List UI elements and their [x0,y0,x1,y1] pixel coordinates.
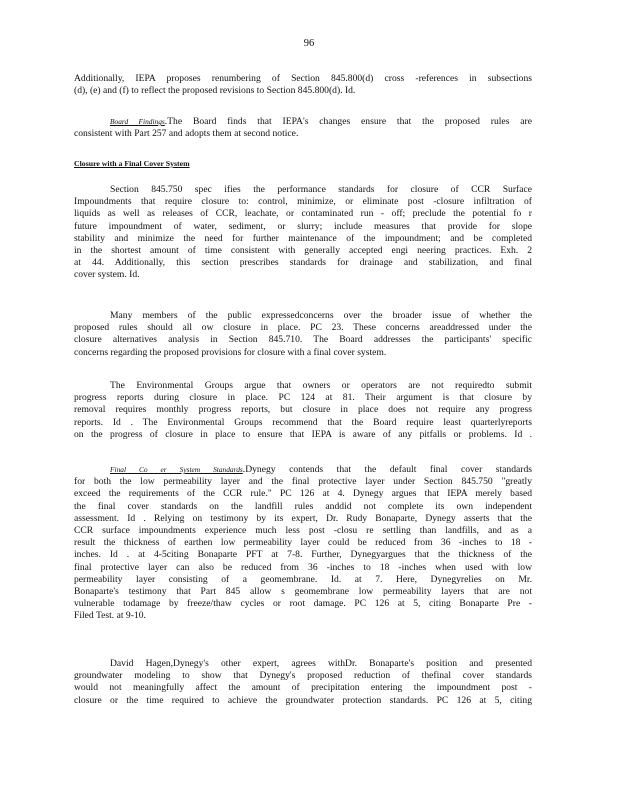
page-number: 96 [303,38,315,49]
paragraph-public-concerns [74,310,532,359]
text-line: CCR surface impoundments experience much less post -closu re settling than landfills, and as a [74,525,532,537]
board-findings-heading: Board Findings [110,117,165,126]
paragraph-environmental-groups [74,380,532,441]
text-line: Bonaparte's testimony that Part 845 allow s geomembrane low permeability layers that are not [74,586,532,598]
final-cover-standards-heading: Final Co er System Standards [110,465,243,474]
text-line: on the progress of closure in place to ensure that IEPA is aware of any pitfalls or problems. Id . [74,428,532,440]
text-line: consistent with Part 257 and adopts them at second notice. [74,128,299,140]
text-line: would not meaningfully affect the amount of precipitation entering the impoundment post - [74,682,532,694]
text-line: exceed the requirements of the CCR rule." PC 126 at 4. Dynegy argues that IEPA merely based [74,488,532,500]
text-line: removal requires monthly progress reports, but closure in place does not require any progress [74,404,532,416]
text-line: in the shortest amount of time consistent with generally accepted engi neering practices. Exh. 2 [74,245,532,257]
paragraph-final-cover-standards [74,464,532,623]
text-run: .The Board finds that IEPA's changes ensure that the proposed rules are [164,116,532,127]
section-heading: Closure with a Final Cover System [74,159,190,168]
paragraph-renumbering [74,73,532,97]
text-line: future impoundment of water, sediment, or slurry; include measures that provide for slope [74,220,532,232]
text-line: Filed Test. at 9-10. [74,610,146,622]
text-line: progress reports during closure in place. PC 124 at 81. Their argument is that closure by [74,392,532,404]
text-line: concerns regarding the proposed provisions for closure with a final cover system. [74,346,387,358]
text-line: liquids as well as releases of CCR, leachate, or contaminated run - off; preclude the potential fo r [74,208,532,220]
text-line: inches. Id . at 4-5citing Bonaparte PFT at 7-8. Further, Dynegyargues that the thickness of the [74,549,532,561]
text-line: at 44. Additionally, this section prescribes standards for drainage and stabilization, and final [74,257,532,269]
text-line [74,464,532,476]
text-line: reports. Id . The Environmental Groups recommend that the Board require least quarterlyreports [74,416,532,428]
text-line: result the thickness of earthen low permeability layer could be reduced from 36 -inches to 18 - [74,537,532,549]
text-line: closure alternatives analysis in Section 845.710. The Board addresses the participants' specific [74,334,532,346]
text-line: (d), (e) and (f) to reflect the proposed revisions to Section 845.800(d). Id. [74,85,356,97]
text-line: Many members of the public expressedconcerns over the broader issue of whether the [110,310,532,321]
text-line: vulnerable todamage by freeze/thaw cycles or root damage. PC 126 at 5, citing Bonaparte Pre - [74,598,532,610]
text-line: permeability layer consisting of a geomembrane. Id. at 7. Here, Dynegyrelies on Mr. [74,573,532,585]
paragraph-david-hagen [74,658,532,707]
text-line: The Environmental Groups argue that owners or operators are not requiredto submit [110,380,532,391]
text-line: Additionally, IEPA proposes renumbering of Section 845.800(d) cross -references in subsections [74,73,532,84]
text-line: closure or the time required to achieve the groundwater protection standards. PC 126 at 5, citing [74,694,532,706]
paragraph-section-845-750 [74,184,532,282]
text-line: David Hagen,Dynegy's other expert, agrees withDr. Bonaparte's position and presented [110,658,532,669]
paragraph-board-findings [74,116,532,140]
text-line: Section 845.750 spec ifies the performance standards for closure of CCR Surface [110,184,532,195]
text-line: stability and minimize the need for further maintenance of the impoundment; and be completed [74,232,532,244]
text-line: the final cover standards on the landfill rules anddid not complete its own independent [74,500,532,512]
text-line: cover system. Id. [74,269,140,281]
text-run: .Dynegy contends that the default final cover standards [242,464,532,475]
text-line: final protective layer can also be reduced from 36 -inches to 18 -inches when used with low [74,561,532,573]
text-line: Impoundments that require closure to: control, minimize, or eliminate post -closure infiltration of [74,196,532,208]
text-line: for both the low permeability layer and the final protective layer under Section 845.750 "greatly [74,476,532,488]
text-line: groundwater modeling to show that Dynegy's proposed reduction of thefinal cover standards [74,670,532,682]
text-line [74,116,532,128]
text-line: proposed rules should all ow closure in place. PC 23. These concerns areaddressed under the [74,322,532,334]
text-line: assessment. Id . Relying on testimony by its expert, Dr. Rudy Bonaparte, Dynegy asserts that the [74,512,532,524]
